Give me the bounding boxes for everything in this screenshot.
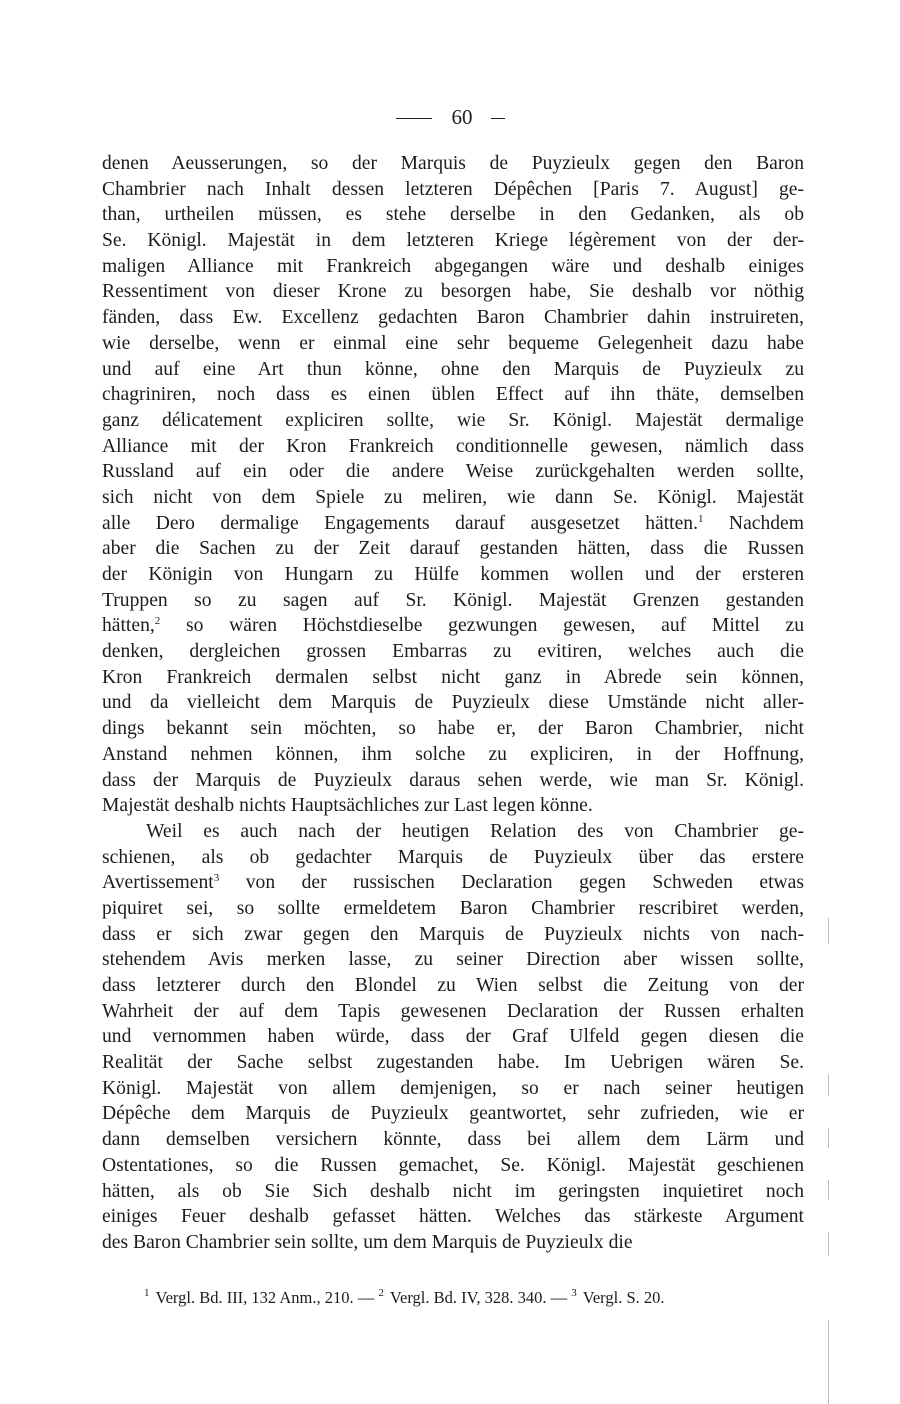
text-line: aber die Sachen zu der Zeit darauf gestanden hätten, dass die Russen <box>102 538 804 560</box>
text-line: dann demselben versichern könnte, dass bei allem dem Lärm und <box>102 1129 804 1151</box>
text-line: ganz délicatement expliciren sollte, wie Sr. Königl. Majestät dermalige <box>102 409 804 431</box>
footnote: $^2$ Vergl. Bd. IV, 328. 340. <box>378 1287 547 1307</box>
text-line: Kron Frankreich dermalen selbst nicht ganz in Abrede sein können, <box>102 666 804 688</box>
footnote-reference: 3 <box>213 872 220 885</box>
text-line: Königl. Majestät von allem demjenigen, so er nach seiner heutigen <box>102 1077 804 1099</box>
text-line: Realität der Sache selbst zugestanden habe. Im Uebrigen wären Se. <box>102 1052 804 1074</box>
page-number-header <box>0 104 900 130</box>
scan-edge-mark <box>828 1074 829 1096</box>
paragraph <box>102 819 804 1256</box>
footnote-reference: 2 <box>154 615 161 628</box>
scan-edge-mark <box>828 918 829 944</box>
text-line: dass der Marquis de Puyzieulx daraus sehen werde, wie man Sr. Königl. <box>102 769 804 791</box>
text-line: Se. Königl. Majestät in dem letzteren Kriege légèrement von der der- <box>102 230 804 252</box>
footnote: $^1$ Vergl. Bd. III, 132 Anm., 210. <box>144 1287 354 1307</box>
text-line: Ostentationes, so die Russen gemachet, Se. Königl. Majestät geschienen <box>102 1154 804 1176</box>
text-line: Majestät deshalb nichts Hauptsächliches zur Last legen könne. <box>102 795 593 817</box>
footnote-mark: 3 <box>571 1287 577 1299</box>
text-line: denen Aeusserungen, so der Marquis de Puyzieulx gegen den Baron <box>102 153 804 174</box>
text-line: hätten, als ob Sie Sich deshalb nicht im geringsten inquietiret noch <box>102 1180 804 1202</box>
scan-edge-mark <box>828 1320 829 1404</box>
text-line: stehendem Avis merken lasse, zu seiner Direction aber wissen sollte, <box>102 949 804 971</box>
text-line: schienen, als ob gedachter Marquis de Puyzieulx über das erstere <box>102 846 804 868</box>
scan-edge-mark <box>828 1232 829 1256</box>
text-line: Avertissement$^3$ von der russischen Declaration gegen Schweden etwas <box>102 872 804 894</box>
text-line: und vernommen haben würde, dass der Graf Ulfeld gegen diesen die <box>102 1026 804 1048</box>
text-line: denken, dergleichen grossen Embarras zu evitiren, welches auch die <box>102 641 804 663</box>
text-line: chagriniren, noch dass es einen üblen Effect auf ihn thäte, demselben <box>102 384 804 406</box>
header-dash-right <box>491 118 505 119</box>
text-line: Chambrier nach Inhalt dessen letzteren Dépêchen [Paris 7. August] ge- <box>102 178 804 200</box>
text-line: einiges Feuer deshalb gefasset hätten. Welches das stärkeste Argument <box>102 1206 804 1228</box>
scan-edge-mark <box>828 1128 829 1148</box>
text-line: dass er sich zwar gegen den Marquis de Puyzieulx nichts von nach- <box>102 923 804 945</box>
text-line: der Königin von Hungarn zu Hülfe kommen wollen und der ersteren <box>102 564 804 585</box>
text-line: Russland auf ein oder die andere Weise zurückgehalten werden sollte, <box>102 461 804 483</box>
footnote-reference: 1 <box>697 512 704 525</box>
text-line: piquiret sei, so sollte ermeldetem Baron Chambrier rescribiret werden, <box>102 897 804 919</box>
body-text <box>102 151 804 1256</box>
text-line: than, urtheilen müssen, es stehe derselbe in den Gedanken, als ob <box>102 204 804 226</box>
text-line: des Baron Chambrier sein sollte, um dem Marquis de Puyzieulx die <box>102 1231 633 1253</box>
text-line: Ressentiment von dieser Krone zu besorgen habe, Sie deshalb vor nöthig <box>102 281 804 303</box>
text-line: dass letzterer durch den Blondel zu Wien selbst die Zeitung von der <box>102 975 804 996</box>
text-line: dings bekannt sein möchten, so habe er, der Baron Chambrier, nicht <box>102 718 804 740</box>
text-line: Alliance mit der Kron Frankreich conditionnelle gewesen, nämlich dass <box>102 435 804 457</box>
text-line: wie derselbe, wenn er einmal eine sehr bequeme Gelegenheit dazu habe <box>102 332 804 354</box>
text-line: sich nicht von dem Spiele zu meliren, wie dann Se. Königl. Majestät <box>102 486 804 508</box>
text-line: und auf eine Art thun könne, ohne den Marquis de Puyzieulx zu <box>102 358 804 380</box>
footnote-separator: — <box>546 1288 572 1307</box>
page-number: 60 <box>451 105 473 129</box>
header-dash-left <box>396 118 432 119</box>
footnote: $^3$ Vergl. S. 20. <box>571 1287 665 1307</box>
text-line: Wahrheit der auf dem Tapis gewesenen Declaration der Russen erhalten <box>102 1000 804 1022</box>
scan-edge-mark <box>828 1180 829 1200</box>
footnote-mark: 1 <box>144 1287 150 1299</box>
text-line: fänden, dass Ew. Excellenz gedachten Baron Chambrier dahin instruireten, <box>102 307 804 329</box>
text-line: alle Dero dermalige Engagements darauf ausgesetzet hätten.$^1$ Nachdem <box>102 512 804 534</box>
paragraph <box>102 151 804 819</box>
text-line: Truppen so zu sagen auf Sr. Königl. Majestät Grenzen gestanden <box>102 589 804 611</box>
text-line: Weil es auch nach der heutigen Relation des von Chambrier ge- <box>146 820 804 842</box>
text-line: Anstand nehmen können, ihm solche zu expliciren, in der Hoffnung, <box>102 743 804 765</box>
footnotes <box>144 1287 665 1309</box>
text-line: Dépêche dem Marquis de Puyzieulx geantwortet, sehr zufrieden, wie er <box>102 1103 804 1125</box>
text-line: hätten,$^2$ so wären Höchstdieselbe gezwungen gewesen, auf Mittel zu <box>102 615 804 637</box>
text-line: maligen Alliance mit Frankreich abgegangen wäre und deshalb einiges <box>102 255 804 277</box>
footnote-mark: 2 <box>378 1287 384 1299</box>
text-line: und da vielleicht dem Marquis de Puyzieulx diese Umstände nicht aller- <box>102 692 804 714</box>
footnote-separator: — <box>353 1288 379 1307</box>
